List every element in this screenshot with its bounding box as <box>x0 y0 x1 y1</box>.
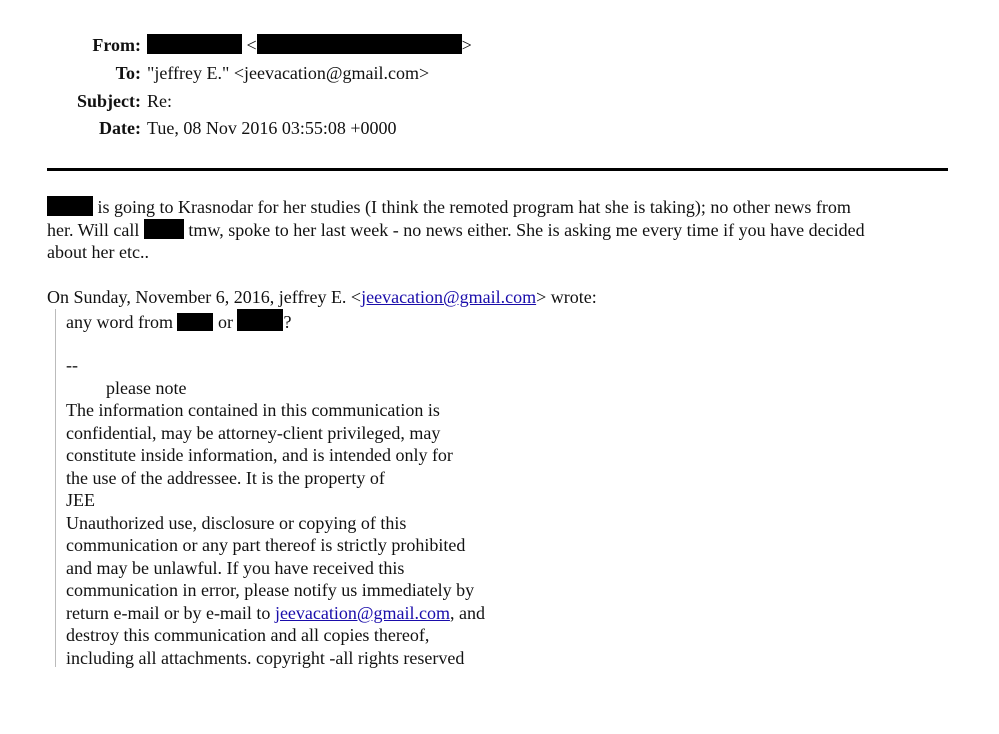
redacted-name <box>144 219 184 239</box>
subject-row <box>0 90 999 112</box>
disclaimer-text: return e-mail or by e-mail to <box>66 602 275 623</box>
disclaimer-line: Unauthorized use, disclosure or copying of this <box>66 512 407 533</box>
redacted-name <box>177 313 213 331</box>
body-text-1: is going to Krasnodar for her studies (I think the remoted program hat she is taking); no other news from <box>93 197 851 217</box>
from-lt: < <box>246 35 257 55</box>
quoted-question <box>66 309 666 332</box>
q-text-b: or <box>213 312 238 332</box>
q-text-c: ? <box>283 312 292 332</box>
please-note: please note <box>106 377 187 398</box>
message-body <box>47 196 967 264</box>
body-line-1 <box>47 196 967 219</box>
redacted-name <box>47 196 93 216</box>
q-text-a: any word from <box>66 312 178 332</box>
redacted-name <box>147 34 242 54</box>
disclaimer-line: destroy this communication and all copies thereof, <box>66 625 430 645</box>
disclaimer-line: constitute inside information, and is intended only for <box>66 445 453 465</box>
redacted-email <box>257 34 462 54</box>
redacted-name <box>237 309 283 331</box>
body-text-2b: tmw, spoke to her last week - no news either. She is asking me every time if you have decided <box>183 219 865 240</box>
disclaimer-text: , and <box>449 602 485 623</box>
body-line-3: about her etc.. <box>47 242 149 262</box>
date-label: Date: <box>99 118 141 138</box>
quote-attribution <box>47 286 597 309</box>
disclaimer-line: and may be unlawful. If you have received this <box>66 557 405 578</box>
subject-label: Subject: <box>77 91 141 111</box>
signature-separator: -- <box>66 355 78 375</box>
disclaimer-line: communication in error, please notify us immediately by <box>66 580 475 600</box>
from-row <box>0 34 999 56</box>
to-label: To: <box>115 63 141 83</box>
disclaimer-line: communication or any part thereof is strictly prohibited <box>66 535 466 555</box>
to-value: "jeffrey E." <jeevacation@gmail.com> <box>147 63 430 83</box>
disclaimer-email-link[interactable]: jeevacation@gmail.com <box>274 602 450 623</box>
date-value: Tue, 08 Nov 2016 03:55:08 +0000 <box>147 118 397 138</box>
attribution-prefix: On Sunday, November 6, 2016, jeffrey E. < <box>47 287 362 307</box>
to-row <box>0 62 999 84</box>
disclaimer-line: confidential, may be attorney-client privileged, may <box>66 422 441 443</box>
disclaimer-line <box>66 602 666 625</box>
disclaimer-line: including all attachments. copyright -all rights reserved <box>66 647 465 668</box>
body-text-2a: her. Will call <box>47 219 144 240</box>
date-row <box>0 117 999 139</box>
disclaimer-line: The information contained in this communication is <box>66 400 440 420</box>
header-divider <box>47 168 948 171</box>
disclaimer-line: the use of the addressee. It is the property of <box>66 467 385 488</box>
disclaimer-line: JEE <box>66 490 95 510</box>
from-value <box>147 34 472 56</box>
from-gt: > <box>461 35 472 55</box>
from-label: From: <box>92 35 141 55</box>
sender-email-link[interactable]: jeevacation@gmail.com <box>361 287 537 307</box>
blank-line <box>66 332 666 355</box>
quoted-message <box>55 309 666 667</box>
attribution-suffix: > wrote: <box>536 287 597 307</box>
body-line-2 <box>47 219 967 242</box>
subject-value: Re: <box>147 91 172 111</box>
